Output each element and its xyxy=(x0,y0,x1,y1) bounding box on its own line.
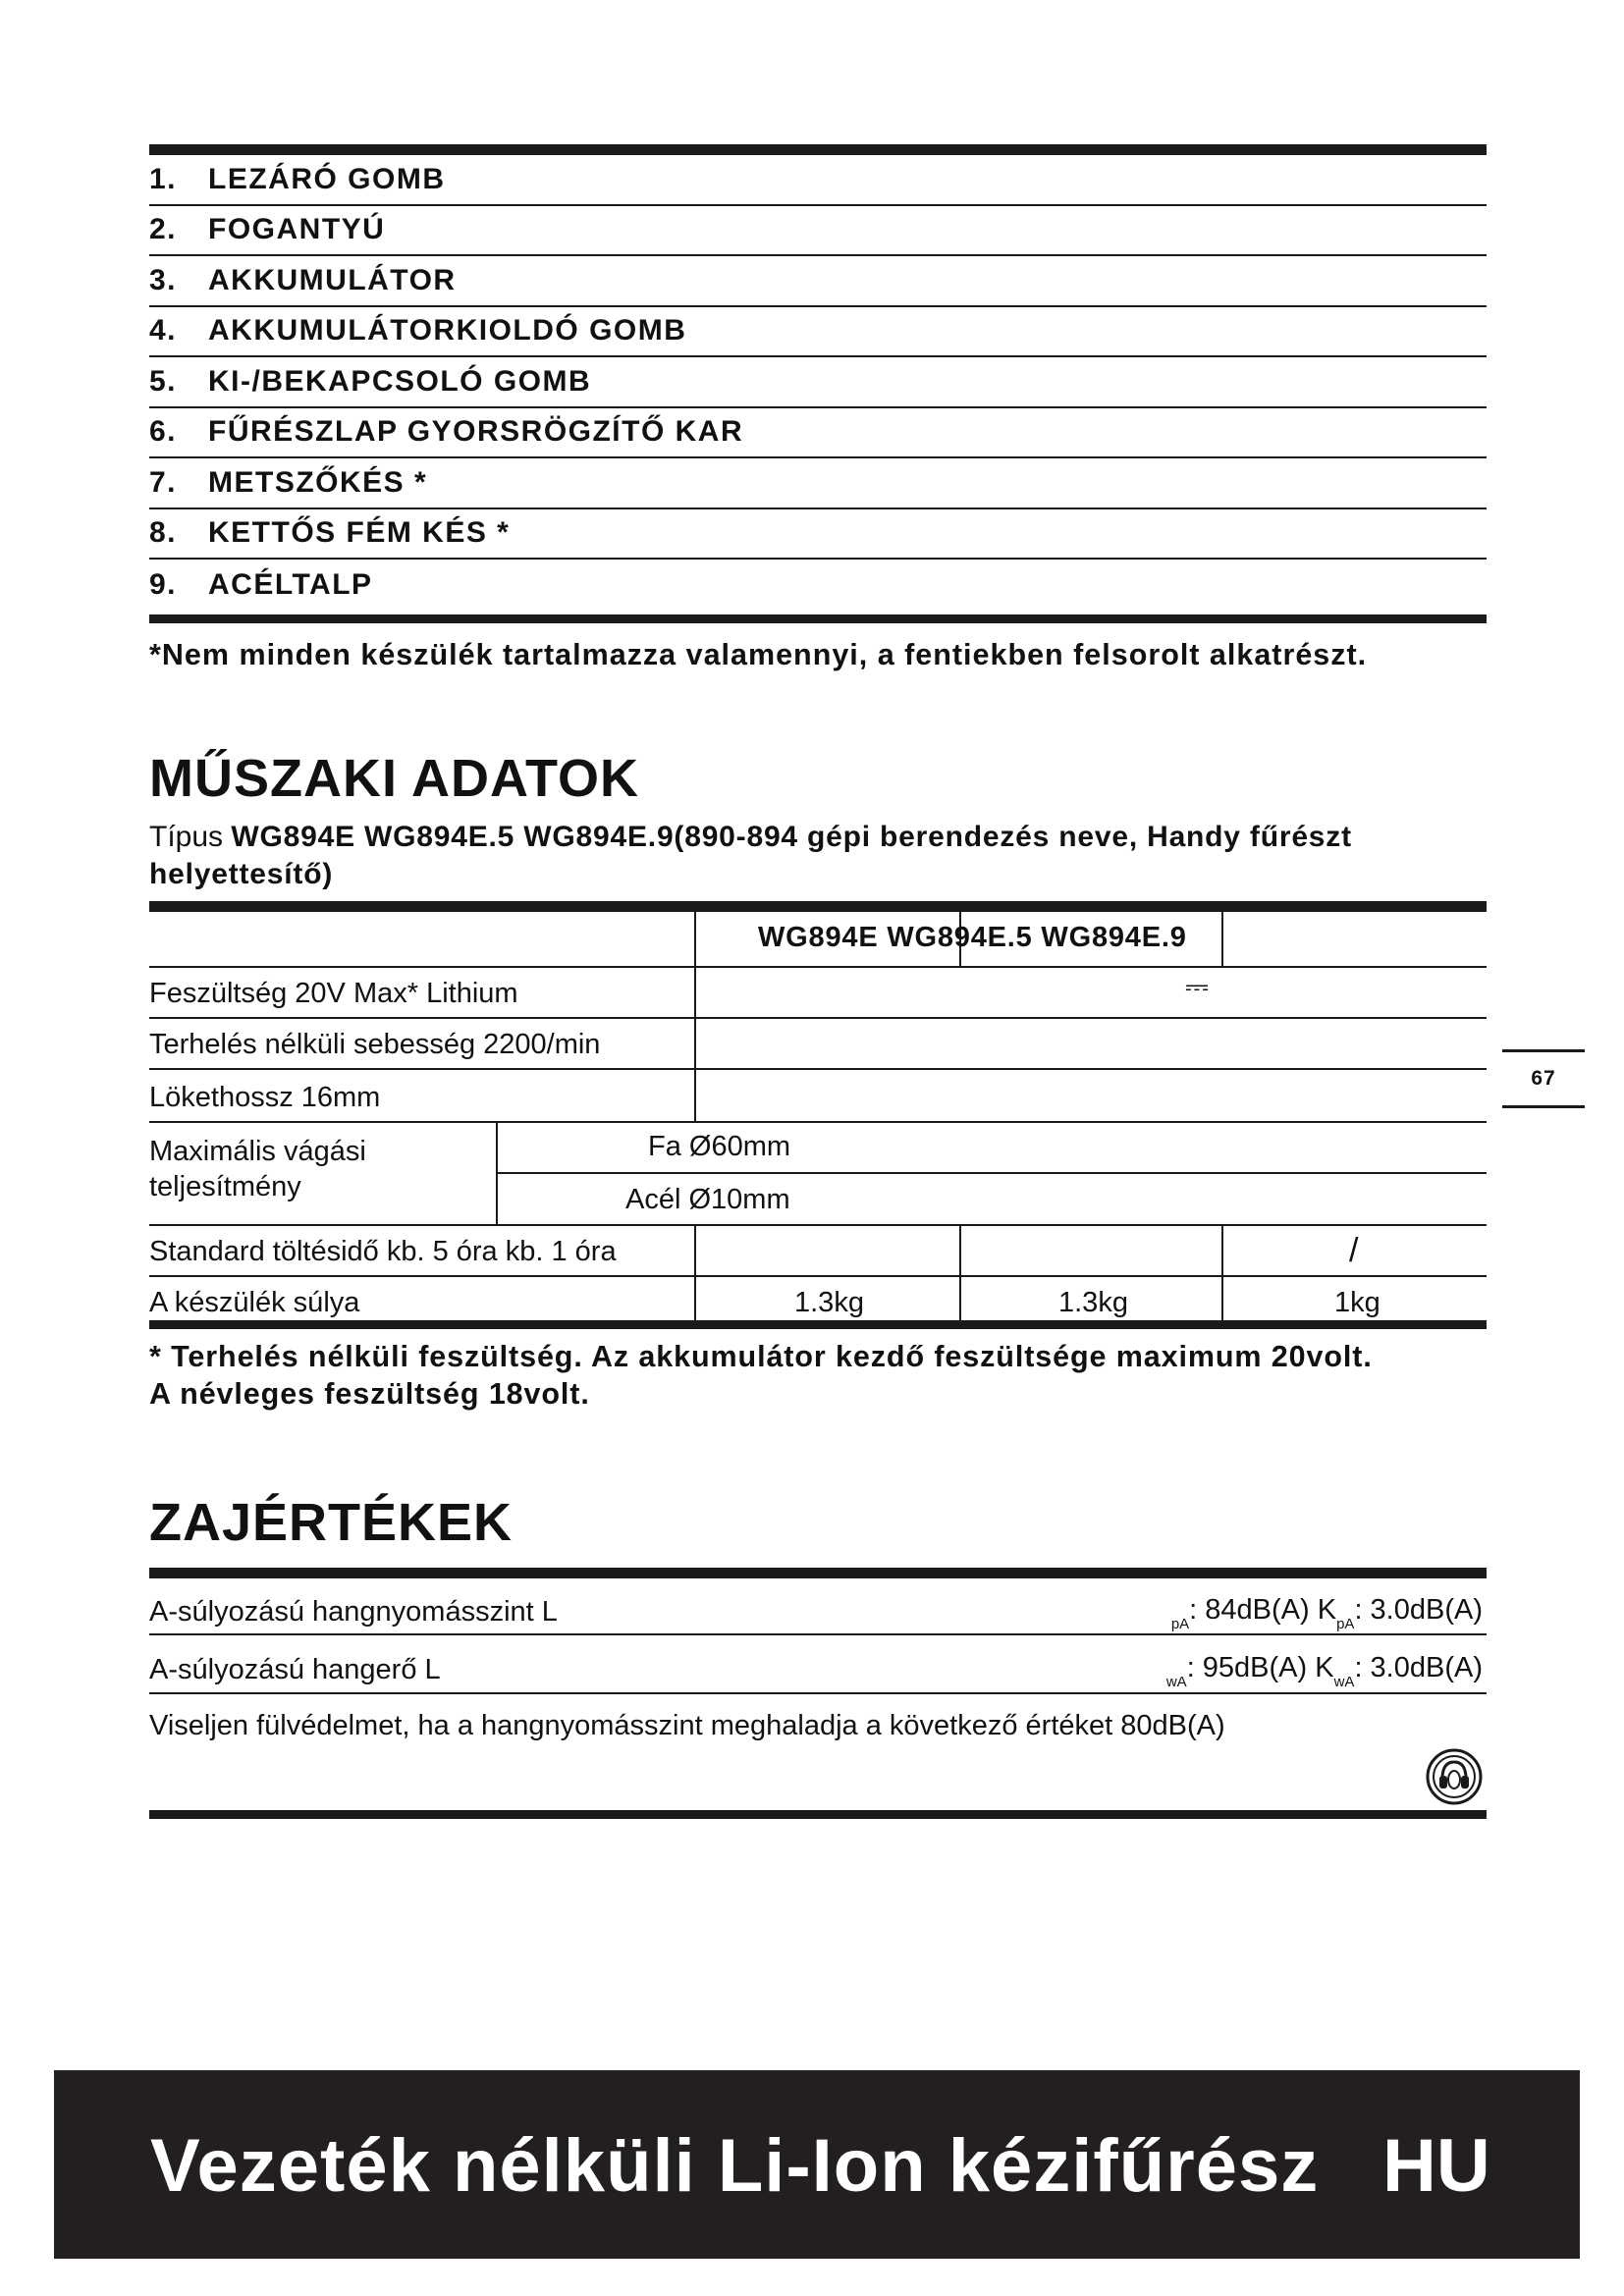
spec-header-models: WG894E WG894E.5 WG894E.9 xyxy=(758,922,1187,953)
spec-table xyxy=(149,901,1487,1329)
value-text: : 95dB(A) K xyxy=(1186,1652,1334,1683)
spec-stroke: Lökethossz 16mm xyxy=(149,1082,381,1113)
spec-weight-value: 1kg xyxy=(1334,1287,1380,1318)
part-number: 8. xyxy=(149,516,178,550)
spec-max-cut-label-2: teljesítmény xyxy=(149,1171,301,1202)
ear-protection-icon xyxy=(1426,1748,1483,1805)
divider xyxy=(496,1121,1487,1123)
subscript: pA xyxy=(1336,1616,1355,1632)
spec-max-cut-label: Maximális vágási xyxy=(149,1136,366,1167)
value-text: : 84dB(A) K xyxy=(1189,1594,1337,1626)
part-number: 7. xyxy=(149,465,178,499)
noise-table xyxy=(149,1568,1487,1819)
part-label: ACÉLTALP xyxy=(208,567,373,601)
list-item xyxy=(149,206,1487,257)
list-item xyxy=(149,408,1487,459)
spec-charge-col3: / xyxy=(1349,1232,1359,1269)
part-label: LEZÁRÓ GOMB xyxy=(208,162,446,195)
list-item xyxy=(149,560,1487,611)
divider xyxy=(496,1172,1487,1174)
tipus-prefix: Típus xyxy=(149,821,224,853)
parts-note: *Nem minden készülék tartalmazza valamennyi, a fentiekben felsorolt alkatrészt. xyxy=(149,638,1368,671)
subscript: wA xyxy=(1165,1674,1187,1690)
spec-steel: Acél Ø10mm xyxy=(625,1184,790,1215)
part-number: 5. xyxy=(149,364,178,398)
subscript: wA xyxy=(1333,1674,1355,1690)
part-number: 6. xyxy=(149,415,178,449)
divider xyxy=(149,1224,1487,1226)
divider xyxy=(149,1692,1487,1694)
footer-title: Vezeték nélküli Li-Ion kézifűrész xyxy=(150,2124,1320,2208)
dc-symbol: ⎓ xyxy=(1185,971,1209,1003)
tipus-models: WG894E WG894E.5 WG894E.9(890-894 gépi berendezés neve, Handy fűrészt helyettesítő) xyxy=(149,821,1352,890)
divider xyxy=(149,966,1487,968)
noise-pressure-value xyxy=(1170,1594,1483,1632)
divider xyxy=(694,912,696,1121)
footer-banner xyxy=(54,2070,1580,2259)
list-item xyxy=(149,307,1487,358)
part-label: FŰRÉSZLAP GYORSRÖGZÍTŐ KAR xyxy=(208,415,744,449)
subscript: pA xyxy=(1170,1616,1190,1632)
part-number: 9. xyxy=(149,567,178,601)
spec-weight-value: 1.3kg xyxy=(794,1287,864,1318)
list-item xyxy=(149,509,1487,561)
part-number: 4. xyxy=(149,314,178,347)
divider xyxy=(149,614,1487,623)
divider xyxy=(149,1275,1487,1277)
noise-power-value xyxy=(1165,1652,1483,1690)
divider xyxy=(149,1121,496,1123)
list-item xyxy=(149,357,1487,408)
parts-list xyxy=(149,144,1487,623)
list-item xyxy=(149,155,1487,206)
spec-footnote xyxy=(149,1338,1373,1413)
divider xyxy=(694,1224,696,1328)
spec-voltage: Feszültség 20V Max* Lithium xyxy=(149,978,518,1009)
divider xyxy=(149,1068,1487,1070)
divider xyxy=(1221,1224,1223,1328)
part-label: FOGANTYÚ xyxy=(208,213,386,246)
value-text: : 3.0dB(A) xyxy=(1354,1652,1483,1683)
divider xyxy=(959,1224,961,1328)
part-label: AKKUMULÁTOR xyxy=(208,263,457,296)
divider xyxy=(149,1017,1487,1019)
spec-speed: Terhelés nélküli sebesség 2200/min xyxy=(149,1029,601,1060)
part-label: AKKUMULÁTORKIOLDÓ GOMB xyxy=(208,314,687,347)
spec-weight-value: 1.3kg xyxy=(1058,1287,1128,1318)
page-number: 67 xyxy=(1502,1049,1585,1108)
spec-charge: Standard töltésidő kb. 5 óra kb. 1 óra xyxy=(149,1236,617,1267)
divider xyxy=(496,1121,498,1224)
language-code: HU xyxy=(1382,2124,1490,2208)
list-item xyxy=(149,256,1487,307)
part-label: METSZŐKÉS * xyxy=(208,465,428,499)
model-type-line xyxy=(149,819,1487,893)
noise-warning: Viseljen fülvédelmet, ha a hangnyomásszint meghaladja a következő értéket 80dB(A) xyxy=(149,1710,1225,1741)
spec-weight: A készülék súlya xyxy=(149,1287,360,1318)
spec-footnote-line: * Terhelés nélküli feszültség. Az akkumulátor kezdő feszültsége maximum 20volt. xyxy=(149,1340,1373,1373)
value-text: : 3.0dB(A) xyxy=(1354,1594,1483,1626)
list-item xyxy=(149,458,1487,509)
section-title-noise: ZAJÉRTÉKEK xyxy=(149,1493,514,1552)
part-label: KETTŐS FÉM KÉS * xyxy=(208,516,511,550)
part-number: 2. xyxy=(149,213,178,246)
spec-footnote-line: A névleges feszültség 18volt. xyxy=(149,1377,590,1411)
part-number: 3. xyxy=(149,263,178,296)
section-title-tech: MŰSZAKI ADATOK xyxy=(149,749,639,808)
part-label: KI-/BEKAPCSOLÓ GOMB xyxy=(208,364,592,398)
noise-pressure-label: A-súlyozású hangnyomásszint L xyxy=(149,1596,558,1628)
spec-wood: Fa Ø60mm xyxy=(648,1131,791,1162)
noise-power-label: A-súlyozású hangerő L xyxy=(149,1654,441,1685)
part-number: 1. xyxy=(149,162,178,195)
divider xyxy=(1221,912,1223,966)
divider xyxy=(149,1633,1487,1635)
